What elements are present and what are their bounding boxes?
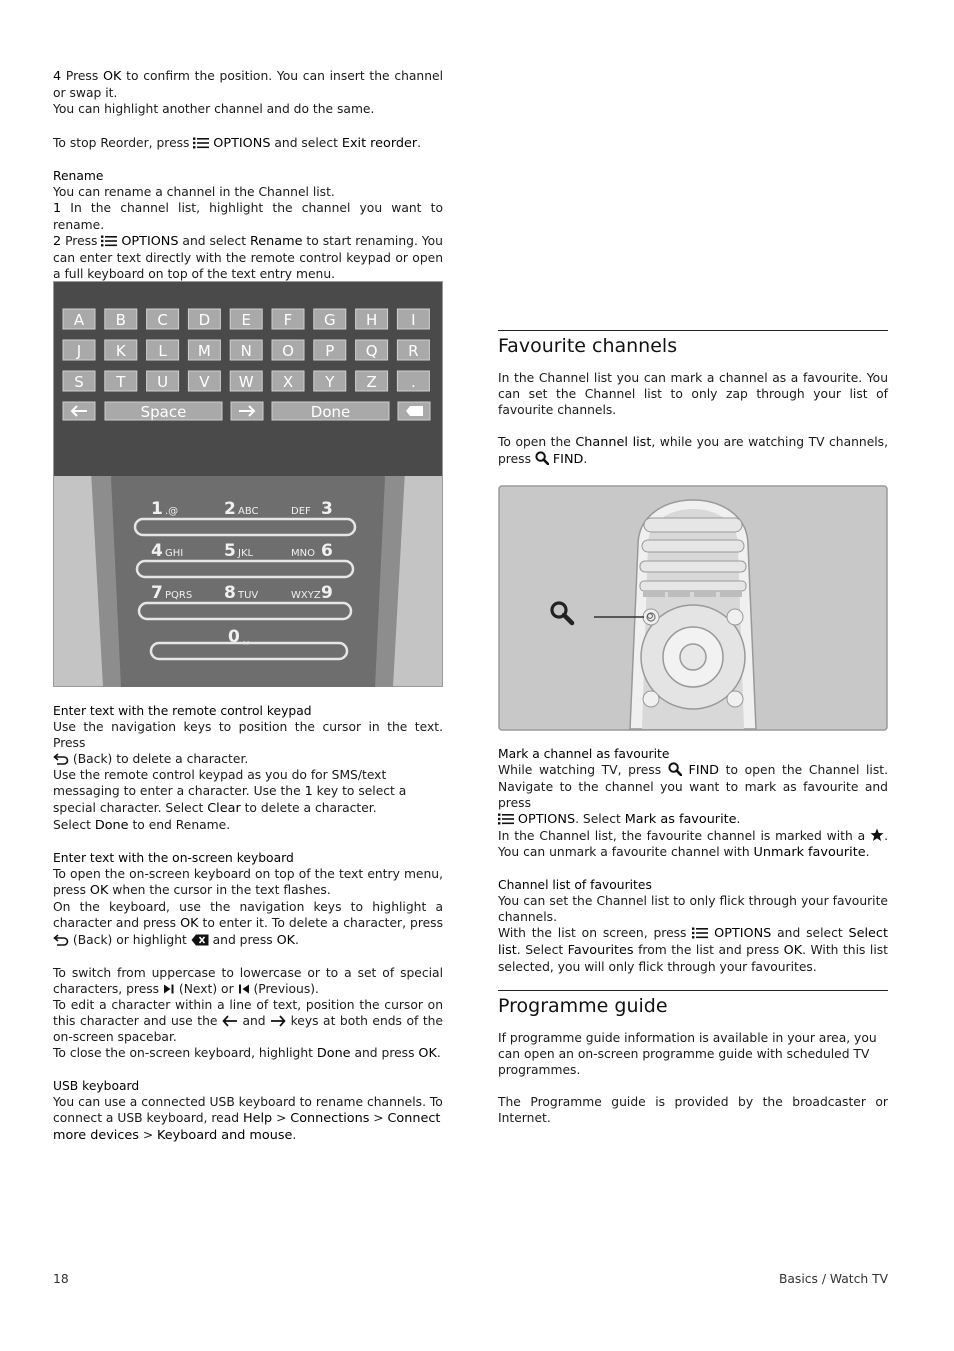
osk-key	[230, 309, 262, 329]
section-rule	[498, 330, 888, 331]
osk-key	[230, 371, 262, 391]
osk-space-key-label: Space	[140, 403, 187, 421]
fav-p1: In the Channel list you can mark a channel as a favourite. You can set the Channel list to only zap through your list of favourite channels.	[498, 371, 888, 417]
keypad-p1: Use the navigation keys to position the cursor in the text. Press (Back) to delete a character.	[53, 720, 443, 766]
onscreen-p1: To open the on-screen keyboard on top of the text entry menu, press OK when the cursor in the text flashes.	[53, 867, 443, 898]
left-column	[53, 68, 443, 282]
osk-done-key	[272, 402, 389, 421]
osk-key-label: R	[408, 342, 419, 360]
onscreen-p2: On the keyboard, use the navigation keys to highlight a character and press OK to enter it. To delete a character, press (Back) or highlight and press OK.	[53, 900, 443, 948]
osk-key	[105, 309, 137, 329]
osk-key	[314, 340, 346, 360]
osk-key	[397, 340, 429, 360]
osk-key	[272, 371, 304, 391]
mark-p2: In the Channel list, the favourite channel is marked with a . You can unmark a favourite channel with Unmark favourite.	[498, 829, 888, 860]
osk-key	[356, 309, 388, 329]
osk-key-label: G	[323, 311, 336, 329]
osk-key-label: I	[411, 311, 416, 329]
right-column-lower	[498, 746, 888, 1126]
reorder-another: You can highlight another channel and do the same.	[53, 102, 375, 116]
osk-key-label: M	[197, 342, 211, 360]
osk-key	[63, 340, 95, 360]
options-list-icon	[498, 813, 514, 825]
osk-key	[188, 371, 220, 391]
onscreen-heading: Enter text with the on-screen keyboard	[53, 851, 294, 865]
osk-key-label: S	[74, 373, 84, 391]
osk-key	[272, 309, 304, 329]
osk-key	[105, 340, 137, 360]
right-column	[498, 330, 888, 468]
rename-step-2: 2 Press OPTIONS and select Rename to start renaming. You can enter text directly with the remote control keypad or open a full keyboard on top of the text entry menu.	[53, 234, 443, 281]
osk-key-label: V	[199, 373, 210, 391]
svg-text:8: 8	[224, 583, 236, 603]
options-list-icon	[692, 927, 708, 939]
list-heading: Channel list of favourites	[498, 878, 652, 892]
osk-key	[63, 309, 95, 329]
star-icon	[870, 828, 884, 842]
osk-key-label: J	[76, 342, 82, 360]
keypad-p2: Use the remote control keypad as you do for SMS/text messaging to enter a character. Use the 1 key to select a special character. Select Clear to delete a character.	[53, 768, 407, 816]
svg-text:5: 5	[224, 541, 236, 561]
onscreen-p3: To switch from uppercase to lowercase or to a set of special characters, press (Next) or (Previous).	[53, 966, 443, 996]
keyboard-remote-figure	[53, 281, 443, 687]
svg-text:.@: .@	[165, 506, 179, 517]
osk-key	[397, 371, 429, 391]
osk-key	[188, 340, 220, 360]
osk-key-label: E	[241, 311, 251, 329]
osk-key-label: .	[411, 373, 416, 391]
osk-key	[314, 309, 346, 329]
svg-text:PQRS: PQRS	[165, 590, 193, 601]
remote-find-figure	[498, 485, 888, 731]
osk-key	[188, 309, 220, 329]
fav-p2: To open the Channel list, while you are watching TV channels, press FIND.	[498, 435, 888, 467]
arrow-right-icon	[270, 1015, 286, 1027]
osk-key-label: Q	[365, 342, 378, 360]
osk-space-key	[105, 402, 222, 421]
svg-text:DEF: DEF	[291, 506, 311, 517]
svg-text:MNO: MNO	[291, 548, 315, 559]
magnifier-icon	[535, 451, 549, 465]
svg-text:WXYZ: WXYZ	[291, 590, 321, 601]
osk-key-label: Y	[325, 373, 335, 391]
backspace-icon	[191, 934, 209, 946]
keypad-p3: Select Done to end Rename.	[53, 818, 231, 833]
osk-key-label: B	[115, 311, 126, 329]
osk-key-label: X	[282, 373, 294, 391]
osk-key-label: Z	[366, 373, 377, 391]
guide-p2: The Programme guide is provided by the broadcaster or Internet.	[498, 1095, 888, 1125]
osk-key-label: U	[157, 373, 169, 391]
guide-p1: If programme guide information is available in your area, you can open an on-screen programme guide with scheduled TV programmes.	[498, 1031, 877, 1077]
list-p1: You can set the Channel list to only flick through your favourite channels.	[498, 894, 888, 924]
osk-right-arrow-key	[231, 402, 263, 420]
rename-heading: Rename	[53, 169, 104, 183]
osk-key	[63, 371, 95, 391]
osk-key-label: T	[116, 373, 126, 391]
osk-key	[147, 309, 179, 329]
usb-p1: You can use a connected USB keyboard to rename channels. To connect a USB keyboard, read Help > Connections > Connect more devices > Keyboard and mouse.	[53, 1095, 443, 1143]
section-label: Basics / Watch TV	[778, 1272, 888, 1286]
osk-key-label: K	[115, 342, 126, 360]
osk-key-label: O	[282, 342, 294, 360]
osk-key	[105, 371, 137, 391]
osk-key	[147, 371, 179, 391]
previous-icon	[238, 983, 250, 995]
usb-heading: USB keyboard	[53, 1079, 140, 1093]
arrow-left-icon	[222, 1015, 238, 1027]
magnifier-icon	[668, 762, 682, 776]
reorder-step-4: 4 Press OK to confirm the position. You can insert the channel or swap it.	[53, 69, 443, 100]
onscreen-p5: To close the on-screen keyboard, highlight Done and press OK.	[53, 1046, 441, 1061]
osk-key-label: W	[238, 373, 254, 391]
svg-text:1: 1	[151, 499, 163, 519]
svg-text:JKL: JKL	[238, 548, 254, 559]
osk-delete-key	[398, 402, 430, 420]
programme-guide-title: Programme guide	[498, 995, 668, 1017]
onscreen-p4: To edit a character within a line of text, position the cursor on this character and use the and keys at both ends of the on-screen spacebar.	[53, 998, 443, 1044]
mark-heading: Mark a channel as favourite	[498, 747, 670, 761]
section-rule	[498, 990, 888, 991]
osk-key-label: A	[73, 311, 85, 329]
osk-key	[272, 340, 304, 360]
osk-key-label: H	[365, 311, 378, 329]
page-number: 18	[53, 1272, 69, 1286]
osk-left-arrow-key	[63, 402, 95, 420]
svg-text:4: 4	[151, 541, 163, 561]
svg-text:ABC: ABC	[238, 506, 259, 517]
osk-key	[314, 371, 346, 391]
osk-key	[356, 371, 388, 391]
osk-done-key-label: Done	[310, 403, 351, 421]
left-column-lower	[53, 703, 443, 1144]
osk-key-label: N	[240, 342, 252, 360]
back-arrow-icon	[53, 753, 69, 765]
list-p2: With the list on screen, press OPTIONS and select Select list. Select Favourites from the list and press OK. With this list selected, you will only flick through your favourites.	[498, 926, 888, 974]
next-icon	[163, 983, 175, 995]
svg-text:␣: ␣	[243, 634, 250, 645]
osk-key	[397, 309, 429, 329]
options-list-icon	[101, 235, 117, 247]
svg-text:GHI: GHI	[165, 548, 184, 559]
osk-key-label: L	[158, 342, 167, 360]
svg-text:6: 6	[321, 541, 333, 561]
svg-text:0: 0	[228, 627, 240, 647]
mark-p1: While watching TV, press FIND to open the Channel list. Navigate to the channel you want to mark as favourite and press OPTIONS. Select Mark as favourite.	[498, 763, 888, 827]
svg-text:2: 2	[224, 499, 236, 519]
osk-key-label: C	[157, 311, 168, 329]
keypad-heading: Enter text with the remote control keypad	[53, 704, 312, 718]
osk-key-label: P	[325, 342, 335, 360]
svg-text:3: 3	[321, 499, 333, 519]
osk-key-label: D	[198, 311, 211, 329]
svg-text:TUV: TUV	[238, 590, 259, 601]
favourite-channels-title: Favourite channels	[498, 335, 678, 357]
rename-step-1: 1 In the channel list, highlight the channel you want to rename.	[53, 201, 443, 232]
svg-text:9: 9	[321, 583, 333, 603]
back-arrow-icon	[53, 934, 69, 946]
osk-key	[147, 340, 179, 360]
rename-intro: You can rename a channel in the Channel list.	[53, 185, 335, 199]
osk-key	[230, 340, 262, 360]
options-list-icon	[193, 137, 209, 149]
osk-key	[356, 340, 388, 360]
stop-reorder: To stop Reorder, press OPTIONS and select Exit reorder.	[53, 136, 422, 151]
svg-text:7: 7	[151, 583, 163, 603]
osk-key-label: F	[283, 311, 293, 329]
